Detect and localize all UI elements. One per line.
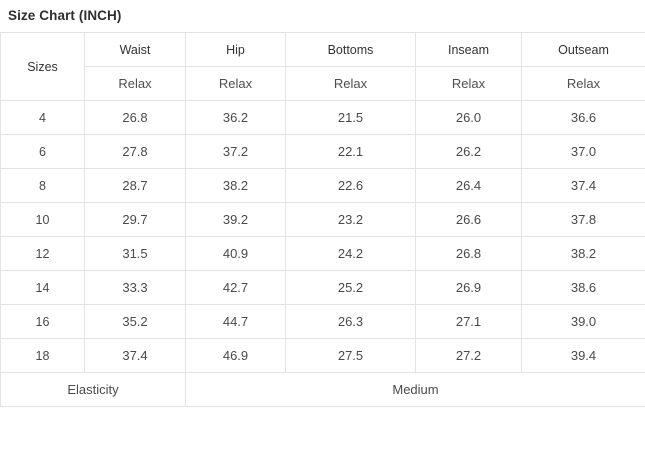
- row-size: 10: [1, 203, 85, 237]
- table-subheader-row: [1, 67, 645, 101]
- cell-waist: 35.2: [85, 305, 186, 339]
- cell-outseam: 37.0: [522, 135, 645, 169]
- cell-outseam: 38.2: [522, 237, 645, 271]
- elasticity-value: Medium: [186, 373, 645, 407]
- row-size: 18: [1, 339, 85, 373]
- cell-inseam: 26.0: [416, 101, 522, 135]
- cell-outseam: 39.0: [522, 305, 645, 339]
- row-size: 4: [1, 101, 85, 135]
- cell-hip: 46.9: [186, 339, 286, 373]
- subheader-bottoms-relax: Relax: [286, 67, 416, 101]
- cell-hip: 40.9: [186, 237, 286, 271]
- cell-inseam: 26.6: [416, 203, 522, 237]
- table-row: [1, 339, 645, 373]
- cell-bottoms: 26.3: [286, 305, 416, 339]
- cell-inseam: 26.8: [416, 237, 522, 271]
- cell-hip: 36.2: [186, 101, 286, 135]
- header-hip: Hip: [186, 33, 286, 67]
- cell-bottoms: 22.1: [286, 135, 416, 169]
- table-row: [1, 169, 645, 203]
- cell-hip: 38.2: [186, 169, 286, 203]
- elasticity-label: Elasticity: [1, 373, 186, 407]
- cell-waist: 31.5: [85, 237, 186, 271]
- cell-waist: 33.3: [85, 271, 186, 305]
- cell-bottoms: 23.2: [286, 203, 416, 237]
- cell-waist: 27.8: [85, 135, 186, 169]
- cell-outseam: 38.6: [522, 271, 645, 305]
- cell-bottoms: 21.5: [286, 101, 416, 135]
- subheader-hip-relax: Relax: [186, 67, 286, 101]
- table-row: [1, 101, 645, 135]
- cell-inseam: 26.4: [416, 169, 522, 203]
- cell-hip: 42.7: [186, 271, 286, 305]
- header-waist: Waist: [85, 33, 186, 67]
- cell-outseam: 39.4: [522, 339, 645, 373]
- subheader-outseam-relax: Relax: [522, 67, 645, 101]
- header-outseam: Outseam: [522, 33, 645, 67]
- table-row: [1, 135, 645, 169]
- cell-outseam: 36.6: [522, 101, 645, 135]
- cell-inseam: 26.9: [416, 271, 522, 305]
- cell-waist: 29.7: [85, 203, 186, 237]
- table-row: [1, 305, 645, 339]
- table-row: [1, 271, 645, 305]
- cell-bottoms: 27.5: [286, 339, 416, 373]
- cell-outseam: 37.8: [522, 203, 645, 237]
- cell-waist: 26.8: [85, 101, 186, 135]
- cell-waist: 37.4: [85, 339, 186, 373]
- cell-inseam: 26.2: [416, 135, 522, 169]
- row-size: 14: [1, 271, 85, 305]
- cell-bottoms: 24.2: [286, 237, 416, 271]
- table-row: [1, 237, 645, 271]
- cell-hip: 39.2: [186, 203, 286, 237]
- cell-inseam: 27.1: [416, 305, 522, 339]
- cell-bottoms: 22.6: [286, 169, 416, 203]
- row-size: 16: [1, 305, 85, 339]
- row-size: 8: [1, 169, 85, 203]
- subheader-waist-relax: Relax: [85, 67, 186, 101]
- table-footer-row: [1, 373, 645, 407]
- header-inseam: Inseam: [416, 33, 522, 67]
- header-sizes: Sizes: [1, 33, 85, 101]
- row-size: 12: [1, 237, 85, 271]
- table-header-row: [1, 33, 645, 67]
- cell-outseam: 37.4: [522, 169, 645, 203]
- cell-inseam: 27.2: [416, 339, 522, 373]
- header-bottoms: Bottoms: [286, 33, 416, 67]
- row-size: 6: [1, 135, 85, 169]
- page-title: Size Chart (INCH): [8, 8, 122, 23]
- table-row: [1, 203, 645, 237]
- subheader-inseam-relax: Relax: [416, 67, 522, 101]
- cell-hip: 37.2: [186, 135, 286, 169]
- size-chart-table: [0, 32, 645, 407]
- cell-hip: 44.7: [186, 305, 286, 339]
- cell-waist: 28.7: [85, 169, 186, 203]
- cell-bottoms: 25.2: [286, 271, 416, 305]
